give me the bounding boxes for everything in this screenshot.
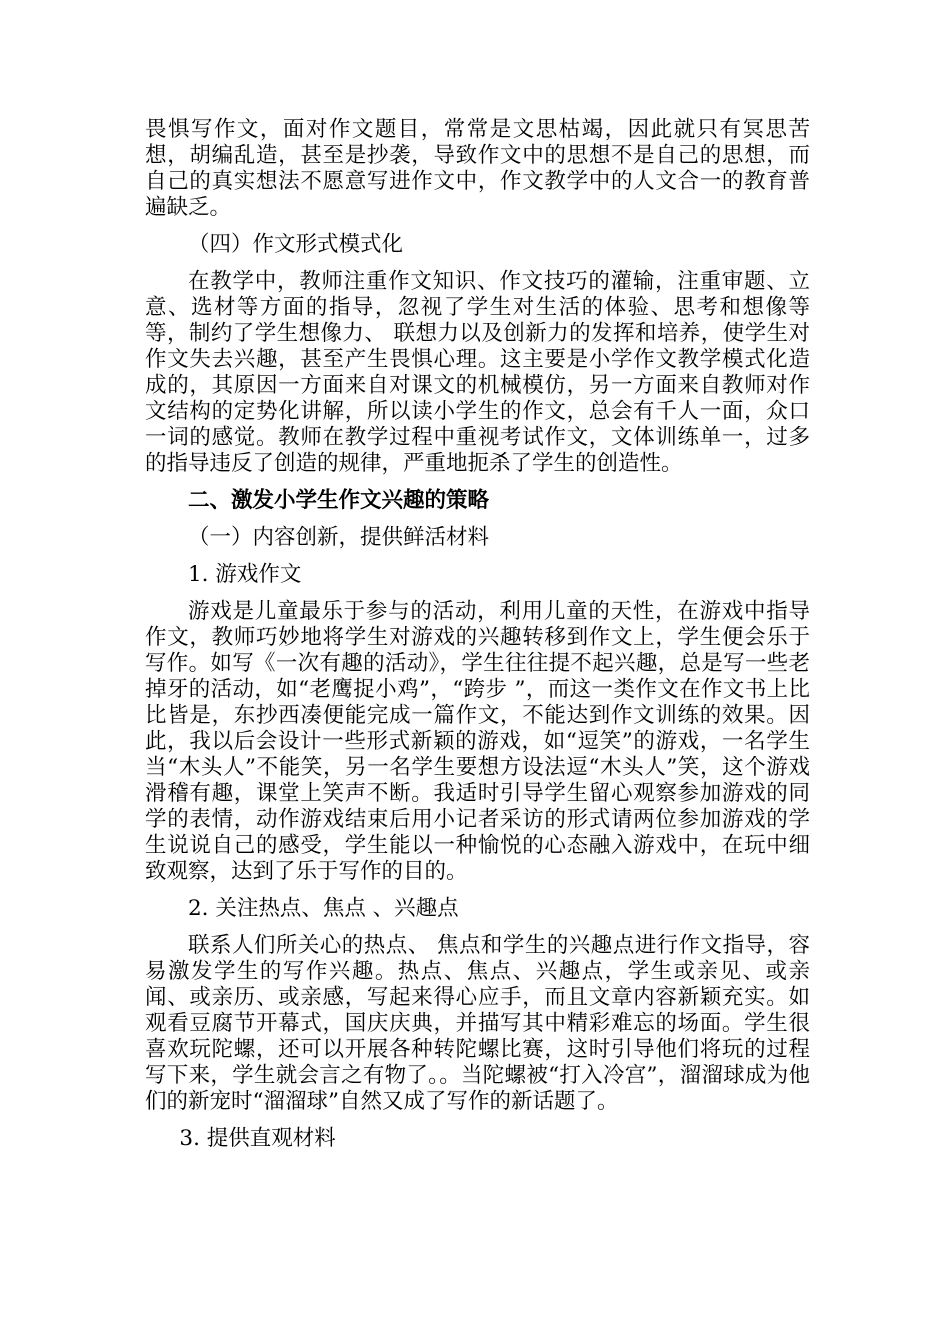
paragraph-continuation: 畏惧写作文，面对作文题目，常常是文思枯竭，因此就只有冥思苦想，胡编乱造，甚至是抄袭，导致作文中的思想不是自己的思想，而自己的真实想法不愿意写进作文中，作文教学中的人文合一的教育普遍缺乏。: [145, 117, 810, 220]
document-page: [145, 117, 810, 1163]
chapter-heading-strategies: 二、激发小学生作文兴趣的策略: [188, 488, 490, 513]
section-heading-form-patterning: （四）作文形式模式化: [188, 232, 404, 257]
subsection-heading-game-writing: 1. 游戏作文: [188, 562, 302, 587]
subsection-heading-hotspots: 2. 关注热点、焦点 、兴趣点: [188, 896, 459, 921]
subsection-heading-visual-materials: 3. 提供直观材料: [179, 1126, 336, 1151]
paragraph-hotspots: 联系人们所关心的热点、 焦点和学生的兴趣点进行作文指导，容易激发学生的写作兴趣。热点、焦点、兴趣点，学生或亲见、或亲闻、或亲历、或亲感，写起来得心应手，而且文章内容新颖充实。如观看豆腐节开幕式，国庆庆典，并描写其中精彩难忘的场面。学生很喜欢玩陀螺，还可以开展各种转陀螺比赛，这时引导他们将玩的过程写下来，学生就会言之有物了。。当陀螺被“打入冷宫”，溜溜球成为他们的新宠时“溜溜球”自然又成了写作的新话题了。: [145, 933, 810, 1114]
paragraph-form-patterning: 在教学中，教师注重作文知识、作文技巧的灌输，注重审题、立意、选材等方面的指导，忽视了学生对生活的体验、思考和想像等等，制约了学生想像力、 联想力以及创新力的发挥和培养，使学生对作文失去兴趣，甚至产生畏惧心理。这主要是小学作文教学模式化造成的，其原因一方面来自对课文的机械模仿，另一方面来自教师对作文结构的定势化讲解，所以读小学生的作文，总会有千人一面，众口一词的感觉。教师在教学过程中重视考试作文，文体训练单一，过多的指导违反了创造的规律，严重地扼杀了学生的创造性。: [145, 269, 810, 476]
paragraph-game-writing: 游戏是儿童最乐于参与的活动，利用儿童的天性，在游戏中指导作文，教师巧妙地将学生对游戏的兴趣转移到作文上，学生便会乐于写作。如写《一次有趣的活动》，学生往往提不起兴趣，总是写一些老掉牙的活动，如“老鹰捉小鸡”，“跨步 ”，而这一类作文在作文书上比比皆是，东抄西凑便能完成一篇作文，不能达到作文训练的效果。因此，我以后会设计一些形式新颖的游戏，如“逗笑”的游戏，一名学生当“木头人”不能笑，另一名学生要想方设法逗“木头人”笑，这个游戏滑稽有趣，课堂上笑声不断。我适时引导学生留心观察参加游戏的同学的表情，动作游戏结束后用小记者采访的形式请两位参加游戏的学生说说自己的感受，学生能以一种愉悦的心态融入游戏中，在玩中细致观察，达到了乐于写作的目的。: [145, 599, 810, 884]
section-heading-content-innovation: （一）内容创新，提供鲜活材料: [188, 525, 490, 550]
